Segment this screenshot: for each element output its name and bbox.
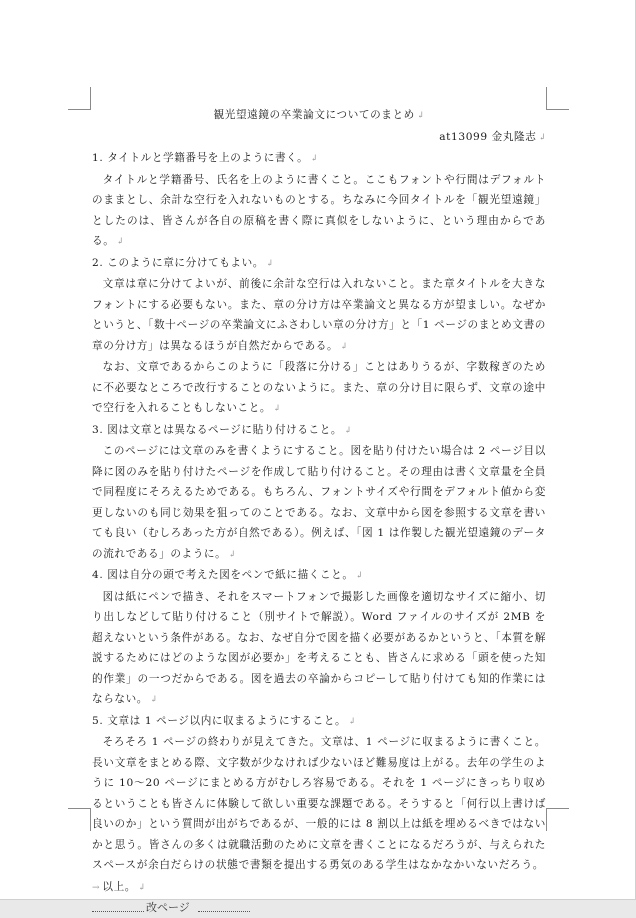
section-heading-1: 1. タイトルと学籍番号を上のように書く。 ↲ — [92, 152, 318, 164]
paragraph-mark-icon: ↲ — [138, 882, 146, 893]
paragraph-mark-icon: ↲ — [416, 111, 425, 121]
document-author: at13099 金丸隆志 — [439, 131, 537, 143]
section-heading-2: 2. このように章に分けてもよい。 ↲ — [92, 256, 274, 269]
document-body[interactable] — [92, 104, 546, 916]
section-heading-4: 4. 図は自分の頭で考えた図をペンで紙に描くこと。 ↲ — [92, 569, 364, 581]
section-1-paragraph-1: タイトルと学籍番号、氏名を上のように書くこと。ここもフォントや行間はデフォルトのままとし、余計な空行を入れないものとする。ちなみに今回タイトルを「観光望遠鏡」としたのは、皆さんが各自の原稿を書く際に真似をしないように、という理由からである。 ↲ — [92, 173, 546, 247]
page-break-label: 改ページ — [146, 900, 190, 914]
section-2-paragraph-2: なお、文章であるからこのように「段落に分ける」ことはありうるが、字数稼ぎのために不必要なところで改行することのないように。また、章の分け目に限らず、文章の途中で空行を入れることもしないこと。 ↲ — [92, 361, 546, 414]
section-heading-5: 5. 文章は 1 ページ以内に収まるようにすること。 ↲ — [92, 714, 356, 727]
paragraph-mark-icon: ↲ — [348, 716, 356, 727]
crop-mark-bottom-left — [68, 808, 91, 831]
paragraph-mark-icon: ↲ — [228, 549, 236, 560]
crop-mark-bottom-right — [546, 808, 569, 831]
crop-mark-top-right — [546, 87, 569, 110]
section-5-paragraph-1: そろそろ 1 ページの終わりが見えてきた。文章は、1 ページに収まるように書くこと。長い文章をまとめる際、文字数が少なければ少ないほど難易度は上がる。去年の学生のように 10〜20 ページにまとめる方がむしろ容易である。それを 1 ページにきっちり収めるということも皆さんに体験して欲しい重要な課題である。そうすると「何行以上書けば良いのか」という質問が出がちであるが、一般的には 8 割以上は紙を埋めるべきではないかと思う。皆さんの多くは就職活動のために文章を書くことになるだろうが、与えられたスペースが余白だらけの状態で書類を提出する勇気のある学生はなかなかいないだろう。 → 以上。 ↲ — [92, 736, 546, 893]
section-3-paragraph-1: このページには文章のみを書くようにすること。図を貼り付けたい場合は 2 ページ目以降に図のみを貼り付けたページを作成して貼り付けること。その理由は書く文章量を全員で同程度にそろえるためである。もちろん、フォントサイズや行間をデフォルト値から変更しないのも同じ効果を狙ってのことである。なお、文章中から図を参照する文章を書いても良い（むしろあった方が自然である）。例えば、「図 1 は作製した観光望遠鏡のデータの流れである」のように。 ↲ — [92, 445, 546, 560]
paragraph-mark-icon: ↲ — [266, 258, 274, 269]
paragraph-mark-icon: ↲ — [149, 695, 158, 705]
paragraph-mark-icon: ↲ — [340, 341, 348, 352]
tab-arrow-icon: → — [92, 882, 103, 893]
author-line — [92, 126, 546, 148]
paragraph-mark-icon: ↲ — [116, 237, 124, 247]
document-title-line — [92, 104, 546, 126]
crop-mark-top-left — [68, 87, 91, 110]
document-title: 観光望遠鏡の卒業論文についてのまとめ — [213, 109, 415, 121]
section-heading-3: 3. 図は文章とは異なるページに貼り付けること。 ↲ — [92, 423, 352, 436]
page-break-line-right — [198, 911, 250, 912]
paragraph-mark-icon: ↲ — [355, 571, 364, 581]
page-break-line-left — [92, 911, 144, 912]
paragraph-mark-icon: ↲ — [310, 154, 318, 164]
closing-text: 以上。 — [102, 880, 136, 893]
paragraph-mark-icon: ↲ — [273, 404, 281, 414]
section-4-paragraph-1: 図は紙にペンで描き、それをスマートフォンで撮影した画像を適切なサイズに縮小、切り出しなどして貼り付けること（別サイトで解説）。Word ファイルのサイズが 2MB を超えないという条件がある。なお、なぜ自分で図を描く必要があるかというと、「本質を解説するためにはどのような図が必要か」を考えることも、皆さんに求める「頭を使った知的作業」の一つだからである。図を過去の卒論からコピーして貼り付けても知的作業にはならない。 ↲ — [92, 590, 546, 705]
page-break-marker — [92, 900, 546, 916]
paragraph-mark-icon: ↲ — [344, 425, 352, 436]
paragraph-mark-icon: ↲ — [538, 133, 546, 143]
section-2-paragraph-1: 文章は章に分けてよいが、前後に余計な空行は入れないこと。また章タイトルを大きなフォントにする必要もない。また、章の分け方は卒業論文と異なる方が望ましい。なぜかというと、「数十ページの卒業論文にふさわしい章の分け方」と「1 ページのまとめ文書の章の分け方」は異なるほうが自然だからである。 ↲ — [92, 278, 546, 352]
